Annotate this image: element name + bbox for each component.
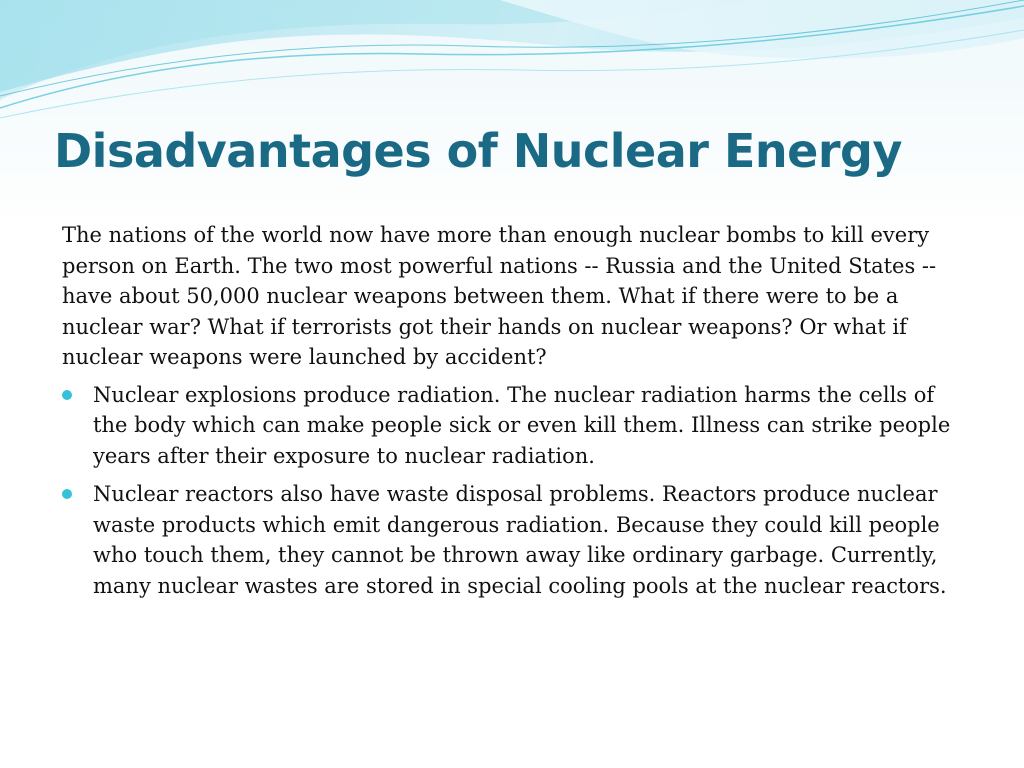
bullet-item-radiation bbox=[62, 380, 962, 472]
bullet-dot-icon bbox=[62, 489, 72, 499]
intro-paragraph: The nations of the world now have more than enough nuclear bombs to kill every person on Earth. The two most powerful nations -- Russia and the United States -- have about 50,000 nuclear weapons between them. What if there were to be a nuclear war? What if terrorists got their hands on nuclear weapons? Or what if nuclear weapons were launched by accident? bbox=[62, 223, 937, 369]
bullet-list bbox=[62, 380, 962, 602]
slide-title: Disadvantages of Nuclear Energy bbox=[54, 124, 902, 178]
bullet-text: Nuclear reactors also have waste disposal problems. Reactors produce nuclear waste products which emit dangerous radiation. Because they could kill people who touch them, they cannot be thrown away like ordinary garbage. Currently, many nuclear wastes are stored in special cooling pools at the nuclear reactors. bbox=[93, 482, 947, 598]
bullet-dot-icon bbox=[62, 390, 72, 400]
bullet-text: Nuclear explosions produce radiation. The nuclear radiation harms the cells of the body which can make people sick or even kill them. Illness can strike people years after their exposure to nuclear radiation. bbox=[93, 382, 951, 468]
bullet-item-waste bbox=[62, 479, 962, 601]
slide-body bbox=[62, 220, 962, 609]
